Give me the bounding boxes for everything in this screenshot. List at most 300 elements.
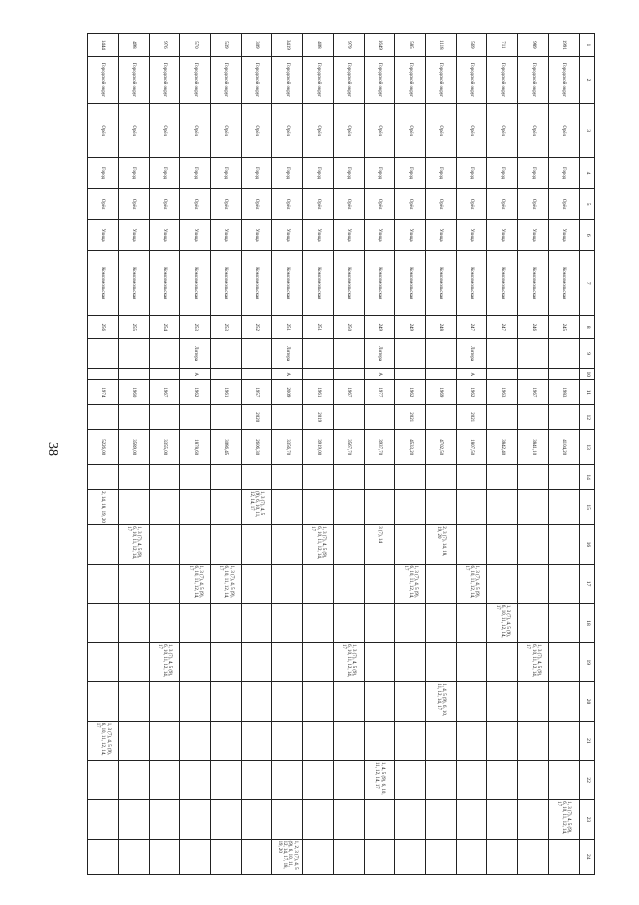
table-cell: Город bbox=[548, 158, 579, 189]
table-cell: Городской округ bbox=[118, 56, 149, 104]
table-cell: Город bbox=[211, 158, 242, 189]
table-cell bbox=[333, 564, 364, 603]
table-cell: 979 bbox=[333, 34, 364, 57]
table-row bbox=[456, 34, 487, 875]
table-cell bbox=[241, 839, 272, 874]
table-cell bbox=[180, 800, 211, 839]
table-cell: Город bbox=[456, 158, 487, 189]
table-cell: 1, 3 (7), 4, 5 (9), 6, 10, 11, 12, 14, 17 bbox=[149, 643, 180, 682]
table-cell: Городской округ bbox=[518, 56, 549, 104]
table-cell: Орёл bbox=[518, 189, 549, 220]
table-cell bbox=[118, 490, 149, 525]
table-cell: 3356,70 bbox=[272, 430, 303, 465]
table-cell bbox=[456, 490, 487, 525]
table-cell bbox=[518, 490, 549, 525]
table-cell bbox=[211, 339, 242, 369]
table-cell bbox=[548, 643, 579, 682]
table-cell: Город bbox=[272, 158, 303, 189]
table-cell: Комсомольская bbox=[487, 251, 518, 316]
table-cell: 2020 bbox=[241, 405, 272, 430]
table-cell: Комсомольская bbox=[180, 251, 211, 316]
table-cell: Город bbox=[426, 158, 457, 189]
table-cell bbox=[149, 369, 180, 380]
table-cell bbox=[272, 405, 303, 430]
table-cell: 1, 3 (7), 4, 5 (9), 6, 10, 11, 12, 14, 17 bbox=[548, 800, 579, 839]
column-header: 23 bbox=[579, 800, 594, 839]
table-cell bbox=[518, 465, 549, 490]
table-cell bbox=[303, 339, 334, 369]
table-cell: Орёл bbox=[180, 189, 211, 220]
data-table bbox=[87, 33, 595, 875]
table-cell bbox=[333, 721, 364, 760]
table-cell bbox=[518, 721, 549, 760]
table-cell bbox=[548, 839, 579, 874]
column-header: 15 bbox=[579, 490, 594, 525]
table-cell: Город bbox=[118, 158, 149, 189]
table-cell bbox=[180, 465, 211, 490]
rotated-table-wrapper bbox=[87, 33, 595, 875]
table-cell: Орёл bbox=[241, 104, 272, 158]
table-cell: Городской округ bbox=[211, 56, 242, 104]
table-cell: Орёл bbox=[272, 104, 303, 158]
table-cell bbox=[395, 682, 426, 721]
table-cell: Городской округ bbox=[426, 56, 457, 104]
table-cell bbox=[395, 839, 426, 874]
table-cell: Улица bbox=[118, 220, 149, 251]
table-cell bbox=[487, 525, 518, 564]
table-cell: Городской округ bbox=[333, 56, 364, 104]
table-cell: Орёл bbox=[487, 104, 518, 158]
table-cell bbox=[303, 839, 334, 874]
table-cell: Городской округ bbox=[487, 56, 518, 104]
table-cell bbox=[487, 369, 518, 380]
table-cell bbox=[518, 369, 549, 380]
table-cell bbox=[364, 465, 395, 490]
table-cell bbox=[364, 839, 395, 874]
table-cell: Город bbox=[88, 158, 119, 189]
table-cell: Улица bbox=[149, 220, 180, 251]
table-cell: 711 bbox=[487, 34, 518, 57]
table-cell: 1, 3 (7), 4, 5 (9), 6, 10, 11, 12, 14, 17 bbox=[395, 564, 426, 603]
table-cell: Орёл bbox=[149, 189, 180, 220]
table-cell: Орёл bbox=[149, 104, 180, 158]
table-cell bbox=[395, 525, 426, 564]
table-cell: Литера bbox=[456, 339, 487, 369]
table-cell: 253 bbox=[180, 316, 211, 339]
table-cell: Городской округ bbox=[241, 56, 272, 104]
table-cell bbox=[518, 405, 549, 430]
table-cell bbox=[272, 643, 303, 682]
table-cell bbox=[303, 465, 334, 490]
page-number: 38 bbox=[45, 442, 60, 456]
table-cell: Улица bbox=[364, 220, 395, 251]
table-row bbox=[518, 34, 549, 875]
table-cell bbox=[241, 339, 272, 369]
table-cell: Орёл bbox=[333, 189, 364, 220]
column-header: 12 bbox=[579, 405, 594, 430]
table-cell bbox=[487, 839, 518, 874]
table-cell: 1983 bbox=[548, 380, 579, 405]
table-cell bbox=[149, 761, 180, 800]
table-cell bbox=[518, 525, 549, 564]
table-cell bbox=[149, 800, 180, 839]
table-cell bbox=[426, 339, 457, 369]
table-cell bbox=[364, 721, 395, 760]
table-cell: Комсомольская bbox=[518, 251, 549, 316]
table-cell: 248 bbox=[426, 316, 457, 339]
table-cell bbox=[149, 465, 180, 490]
table-cell bbox=[456, 643, 487, 682]
table-cell: 1118 bbox=[426, 34, 457, 57]
table-cell: 309 bbox=[241, 34, 272, 57]
table-cell bbox=[118, 682, 149, 721]
table-cell bbox=[333, 339, 364, 369]
column-header: 21 bbox=[579, 721, 594, 760]
table-cell bbox=[456, 839, 487, 874]
table-cell bbox=[518, 682, 549, 721]
table-cell bbox=[303, 761, 334, 800]
table-cell: Орёл bbox=[118, 189, 149, 220]
table-cell: 4104,20 bbox=[548, 430, 579, 465]
table-cell bbox=[180, 525, 211, 564]
table-cell bbox=[211, 682, 242, 721]
table-cell: А bbox=[456, 369, 487, 380]
table-cell bbox=[118, 721, 149, 760]
table-cell bbox=[303, 643, 334, 682]
table-row bbox=[88, 34, 119, 875]
table-cell bbox=[395, 339, 426, 369]
table-cell: 1961 bbox=[303, 380, 334, 405]
table-cell: 976 bbox=[149, 34, 180, 57]
table-row bbox=[180, 34, 211, 875]
table-cell bbox=[487, 405, 518, 430]
table-cell bbox=[426, 800, 457, 839]
table-cell: 2, 14, 18, 19, 20 bbox=[88, 490, 119, 525]
table-cell: Город bbox=[487, 158, 518, 189]
table-cell: Литера bbox=[180, 339, 211, 369]
table-cell bbox=[180, 721, 211, 760]
table-cell: 1, 4, 5 (9), 6, 10, 11, 12, 14, 17 bbox=[364, 761, 395, 800]
table-cell bbox=[303, 564, 334, 603]
table-cell bbox=[518, 761, 549, 800]
table-cell: 251 bbox=[303, 316, 334, 339]
table-cell bbox=[88, 465, 119, 490]
table-row bbox=[426, 34, 457, 875]
table-cell bbox=[88, 761, 119, 800]
table-cell: Городской округ bbox=[88, 56, 119, 104]
table-cell: 1977 bbox=[364, 380, 395, 405]
table-cell bbox=[487, 643, 518, 682]
table-cell bbox=[211, 465, 242, 490]
table-cell: 249 bbox=[364, 316, 395, 339]
table-cell bbox=[487, 339, 518, 369]
table-cell bbox=[518, 339, 549, 369]
table-cell: 3841,10 bbox=[518, 430, 549, 465]
table-cell: Городской округ bbox=[272, 56, 303, 104]
table-cell: 569 bbox=[456, 34, 487, 57]
table-cell: 1, 3 (7), 4, 5 (9), 6, 10, 11, 12, 14, 17 bbox=[456, 564, 487, 603]
table-cell bbox=[149, 839, 180, 874]
table-cell: Орёл bbox=[88, 189, 119, 220]
table-cell: 1807,50 bbox=[456, 430, 487, 465]
table-cell: Комсомольская bbox=[548, 251, 579, 316]
table-cell bbox=[426, 369, 457, 380]
table-cell: Улица bbox=[456, 220, 487, 251]
column-header: 17 bbox=[579, 564, 594, 603]
table-cell bbox=[149, 564, 180, 603]
table-cell: Орёл bbox=[487, 189, 518, 220]
table-cell: Город bbox=[364, 158, 395, 189]
table-cell: 249 bbox=[395, 316, 426, 339]
table-cell bbox=[118, 839, 149, 874]
table-cell: Орёл bbox=[118, 104, 149, 158]
table-cell bbox=[426, 839, 457, 874]
table-cell bbox=[426, 405, 457, 430]
table-cell: Городской округ bbox=[180, 56, 211, 104]
table-cell: Комсомольская bbox=[88, 251, 119, 316]
table-cell: 250 bbox=[333, 316, 364, 339]
table-cell bbox=[548, 405, 579, 430]
table-cell bbox=[180, 643, 211, 682]
table-cell: Орёл bbox=[241, 189, 272, 220]
table-cell: 252 bbox=[241, 316, 272, 339]
table-cell bbox=[241, 603, 272, 642]
table-cell: 251 bbox=[272, 316, 303, 339]
table-cell bbox=[241, 761, 272, 800]
table-cell bbox=[303, 603, 334, 642]
table-cell: 1, 3 (7), 4, 5 (9), 6, 10, 11, 12, 14, 17 bbox=[88, 721, 119, 760]
table-cell bbox=[333, 465, 364, 490]
table-cell: 585 bbox=[395, 34, 426, 57]
table-cell: Орёл bbox=[211, 104, 242, 158]
table-cell bbox=[548, 369, 579, 380]
table-cell bbox=[241, 682, 272, 721]
table-cell bbox=[364, 490, 395, 525]
table-cell bbox=[118, 800, 149, 839]
column-header: 2 bbox=[579, 56, 594, 104]
table-cell bbox=[272, 721, 303, 760]
table-cell bbox=[548, 525, 579, 564]
table-cell: Комсомольская bbox=[118, 251, 149, 316]
table-cell: 3 (7), 14 bbox=[364, 525, 395, 564]
table-cell bbox=[88, 603, 119, 642]
table-cell: Орёл bbox=[395, 104, 426, 158]
table-cell bbox=[88, 643, 119, 682]
table-cell: 255 bbox=[118, 316, 149, 339]
table-cell bbox=[548, 682, 579, 721]
table-cell bbox=[149, 490, 180, 525]
table-cell: 498 bbox=[118, 34, 149, 57]
table-cell: 3589,00 bbox=[118, 430, 149, 465]
table-cell: 1967 bbox=[149, 380, 180, 405]
table-cell bbox=[211, 721, 242, 760]
table-cell: 2606,30 bbox=[241, 430, 272, 465]
column-header: 19 bbox=[579, 643, 594, 682]
table-cell bbox=[518, 564, 549, 603]
table-cell bbox=[272, 525, 303, 564]
table-cell bbox=[487, 682, 518, 721]
table-cell: Город bbox=[333, 158, 364, 189]
column-header: 18 bbox=[579, 603, 594, 642]
table-cell: 3419 bbox=[272, 34, 303, 57]
table-cell: 989 bbox=[518, 34, 549, 57]
table-cell: Улица bbox=[241, 220, 272, 251]
table-row bbox=[272, 34, 303, 875]
table-cell: Орёл bbox=[426, 189, 457, 220]
table-cell: Орёл bbox=[518, 104, 549, 158]
table-cell bbox=[364, 603, 395, 642]
table-cell bbox=[118, 465, 149, 490]
table-cell: Улица bbox=[426, 220, 457, 251]
table-cell bbox=[395, 369, 426, 380]
table-cell bbox=[211, 839, 242, 874]
table-cell: Литера bbox=[272, 339, 303, 369]
table-cell bbox=[548, 490, 579, 525]
table-cell: А bbox=[180, 369, 211, 380]
table-cell bbox=[118, 564, 149, 603]
table-cell: 539 bbox=[211, 34, 242, 57]
table-cell bbox=[211, 761, 242, 800]
table-cell: Орёл bbox=[548, 189, 579, 220]
table-cell bbox=[272, 800, 303, 839]
table-cell: 1, 3 (7), 4, 5 (9), 6, 10, 11, 12, 14, 17 bbox=[180, 564, 211, 603]
table-cell bbox=[548, 603, 579, 642]
table-cell: 256 bbox=[88, 316, 119, 339]
table-cell bbox=[487, 465, 518, 490]
table-cell bbox=[211, 800, 242, 839]
table-cell bbox=[518, 603, 549, 642]
table-row bbox=[211, 34, 242, 875]
table-cell bbox=[364, 643, 395, 682]
table-cell: Комсомольская bbox=[303, 251, 334, 316]
table-cell: Город bbox=[180, 158, 211, 189]
table-cell: 1, 4, 5 (9), 6, 10, 11, 12, 14, 17 bbox=[426, 682, 457, 721]
column-header: 11 bbox=[579, 380, 594, 405]
table-cell bbox=[272, 465, 303, 490]
column-header: 16 bbox=[579, 525, 594, 564]
table-cell: Город bbox=[241, 158, 272, 189]
table-row bbox=[487, 34, 518, 875]
table-cell bbox=[333, 490, 364, 525]
table-cell: 254 bbox=[149, 316, 180, 339]
table-cell: 1444 bbox=[88, 34, 119, 57]
table-cell: Улица bbox=[518, 220, 549, 251]
table-cell bbox=[426, 721, 457, 760]
table-cell: Орёл bbox=[364, 104, 395, 158]
table-cell bbox=[333, 369, 364, 380]
table-cell bbox=[333, 525, 364, 564]
table-cell bbox=[548, 564, 579, 603]
table-cell: Комсомольская bbox=[456, 251, 487, 316]
table-cell: Городской округ bbox=[364, 56, 395, 104]
table-cell: 1, 3 (7), 4, 5 (9), 6, 10, 11, 12, 14, 17 bbox=[333, 643, 364, 682]
table-cell: 1967 bbox=[518, 380, 549, 405]
table-cell: 1969 bbox=[426, 380, 457, 405]
table-cell: Город bbox=[518, 158, 549, 189]
table-cell bbox=[426, 761, 457, 800]
table-cell bbox=[272, 490, 303, 525]
table-cell bbox=[211, 490, 242, 525]
table-cell: Комсомольская bbox=[364, 251, 395, 316]
table-cell: Улица bbox=[395, 220, 426, 251]
table-cell: 5226,00 bbox=[88, 430, 119, 465]
table-cell: 1963 bbox=[487, 380, 518, 405]
table-cell: Городской округ bbox=[548, 56, 579, 104]
table-cell: Орёл bbox=[333, 104, 364, 158]
table-cell bbox=[548, 465, 579, 490]
table-cell: Городской округ bbox=[149, 56, 180, 104]
table-cell: Орёл bbox=[426, 104, 457, 158]
column-header: 4 bbox=[579, 158, 594, 189]
table-cell: Комсомольская bbox=[426, 251, 457, 316]
table-row bbox=[241, 34, 272, 875]
table-cell bbox=[88, 339, 119, 369]
table-cell: 1991 bbox=[548, 34, 579, 57]
table-cell bbox=[88, 525, 119, 564]
column-header: 10 bbox=[579, 369, 594, 380]
table-cell: 4702,50 bbox=[426, 430, 457, 465]
table-cell bbox=[272, 603, 303, 642]
table-cell bbox=[149, 525, 180, 564]
table-cell: Орёл bbox=[456, 104, 487, 158]
table-cell: 1962 bbox=[456, 380, 487, 405]
table-cell bbox=[548, 721, 579, 760]
table-cell bbox=[487, 800, 518, 839]
table-cell: Комсомольская bbox=[211, 251, 242, 316]
table-cell bbox=[118, 405, 149, 430]
table-cell bbox=[333, 603, 364, 642]
table-row bbox=[118, 34, 149, 875]
table-row bbox=[364, 34, 395, 875]
table-cell: 1, 2, 3 (7), 4, 5 (9), 6, 10, 11, 12, 14, 17, 18, 19, 20 bbox=[272, 839, 303, 874]
table-cell bbox=[241, 369, 272, 380]
table-cell: Улица bbox=[180, 220, 211, 251]
table-cell bbox=[395, 761, 426, 800]
table-cell bbox=[426, 603, 457, 642]
table-cell: 2019 bbox=[303, 405, 334, 430]
table-cell bbox=[303, 490, 334, 525]
column-header: 24 bbox=[579, 839, 594, 874]
table-cell bbox=[88, 405, 119, 430]
table-cell: 1, 3 (7), 4, 5 (9), 6, 10, 11, 12, 14, 17 bbox=[518, 643, 549, 682]
table-cell bbox=[426, 490, 457, 525]
table-cell bbox=[88, 682, 119, 721]
table-cell bbox=[149, 405, 180, 430]
table-cell bbox=[272, 682, 303, 721]
table-cell: Город bbox=[303, 158, 334, 189]
table-cell bbox=[333, 405, 364, 430]
table-cell bbox=[211, 525, 242, 564]
table-cell bbox=[118, 761, 149, 800]
table-cell bbox=[272, 564, 303, 603]
table-cell bbox=[487, 721, 518, 760]
table-cell bbox=[456, 603, 487, 642]
table-cell bbox=[149, 339, 180, 369]
table-cell bbox=[149, 682, 180, 721]
table-cell: 2021 bbox=[395, 405, 426, 430]
table-cell: Городской округ bbox=[303, 56, 334, 104]
table-cell: 1960 bbox=[118, 380, 149, 405]
table-cell: 1967 bbox=[333, 380, 364, 405]
table-cell: Город bbox=[395, 158, 426, 189]
table-row bbox=[548, 34, 579, 875]
table-cell: 247 bbox=[487, 316, 518, 339]
column-header: 20 bbox=[579, 682, 594, 721]
table-row bbox=[395, 34, 426, 875]
table-cell: 1962 bbox=[180, 380, 211, 405]
table-cell: Город bbox=[149, 158, 180, 189]
table-cell: Орёл bbox=[211, 189, 242, 220]
